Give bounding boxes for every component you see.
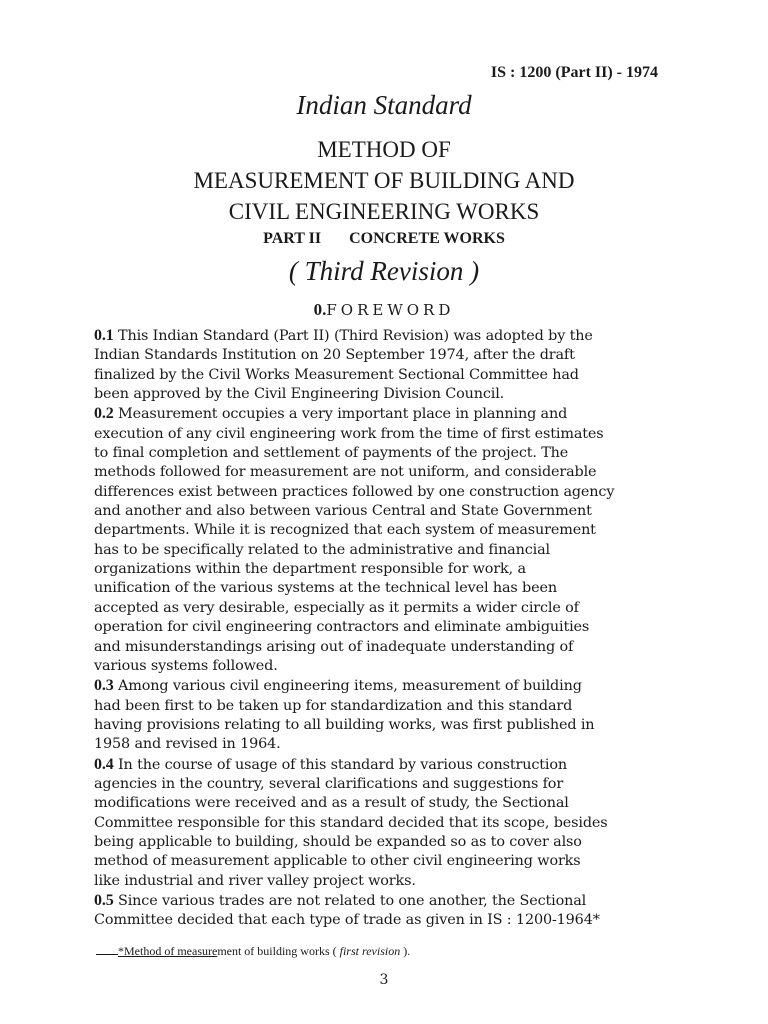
text-line: Since various trades are not related to one another, the Sectional: [118, 892, 587, 909]
text-line: to final completion and settlement of payments of the project. The: [94, 445, 569, 462]
standard-number: IS : 1200 (Part II) - 1974: [490, 64, 658, 81]
section-heading: [0, 300, 768, 320]
text-line: 1958 and revised in 1964.: [94, 736, 281, 753]
text-line: differences exist between practices followed by one construction agency: [94, 483, 615, 500]
text-line: operation for civil engineering contractors and eliminate ambiguities: [94, 619, 590, 636]
text-line: accepted as very desirable, especially as it permits a wider circle of: [94, 599, 579, 616]
text-line: been approved by the Civil Engineering Division Council.: [94, 386, 505, 403]
text-line: had been first to be taken up for standardization and this standard: [94, 697, 573, 714]
text-line: Among various civil engineering items, measurement of building: [118, 678, 582, 695]
text-line: Measurement occupies a very important place in planning and: [118, 406, 568, 423]
document-title: [0, 134, 768, 227]
footnote-rule: [96, 954, 118, 955]
footnote-closing: ).: [403, 944, 411, 958]
footnote-italic: first revision: [339, 944, 401, 958]
paragraph: [94, 404, 654, 676]
section-title: FOREWORD: [326, 301, 455, 319]
paragraph: [94, 676, 654, 754]
paragraph-number: 0.5: [94, 891, 114, 909]
text-line: organizations within the department responsible for work, a: [94, 561, 526, 578]
text-line: various systems followed.: [94, 657, 278, 674]
part-label: PART II: [263, 230, 322, 247]
text-line: This Indian Standard (Part II) (Third Revision) was adopted by the: [118, 328, 593, 344]
section-number: 0.: [313, 300, 327, 319]
text-line: modifications were received and as a result of study, the Sectional: [94, 795, 569, 812]
paragraph-number: 0.1: [94, 327, 114, 344]
text-line: like industrial and river valley project works.: [94, 872, 416, 889]
text-line: methods followed for measurement are not uniform, and considerable: [94, 464, 597, 481]
paragraph: [94, 891, 654, 931]
paragraph-number: 0.3: [94, 677, 114, 695]
paragraph: [94, 326, 654, 404]
text-line: execution of any civil engineering work from the time of first estimates: [94, 425, 604, 442]
footnote-marker: *Method of measure: [118, 944, 218, 958]
page-number: 3: [379, 972, 389, 988]
text-line: and another and also between various Central and State Government: [94, 503, 592, 520]
part-heading: [0, 230, 768, 248]
title-line: CIVIL ENGINEERING WORKS: [228, 199, 540, 224]
part-title: CONCRETE WORKS: [349, 230, 505, 247]
text-line: and misunderstandings arising out of inadequate understanding of: [94, 638, 574, 655]
text-line: method of measurement applicable to other civil engineering works: [94, 853, 581, 870]
text-line: unification of the various systems at the technical level has been: [94, 580, 557, 597]
paragraph-number: 0.4: [94, 755, 114, 773]
text-line: In the course of usage of this standard by various construction: [118, 756, 567, 773]
text-line: departments. While it is recognized that each system of measurement: [94, 522, 596, 539]
text-line: Indian Standards Institution on 20 September 1974, after the draft: [94, 347, 575, 364]
text-line: having provisions relating to all building works, was first published in: [94, 716, 595, 733]
text-line: finalized by the Civil Works Measurement Sectional Committee had: [94, 366, 579, 383]
paragraph: [94, 755, 654, 891]
text-line: has to be specifically related to the administrative and financial: [94, 541, 550, 558]
title-line: METHOD OF: [317, 137, 451, 162]
standard-label: Indian Standard: [296, 90, 472, 120]
text-line: Committee decided that each type of trade as given in IS : 1200-1964*: [94, 912, 600, 929]
revision-label: ( Third Revision ): [288, 256, 480, 286]
text-line: agencies in the country, several clarifications and suggestions for: [94, 775, 564, 792]
title-line: MEASUREMENT OF BUILDING AND: [193, 168, 575, 193]
text-line: Committee responsible for this standard decided that its scope, besides: [94, 814, 608, 831]
footnote-text: ment of building works (: [217, 944, 337, 958]
paragraph-number: 0.2: [94, 405, 114, 423]
foreword-body: [94, 326, 654, 931]
footnote: [96, 944, 410, 959]
text-line: being applicable to building, should be expanded so as to cover also: [94, 833, 582, 850]
